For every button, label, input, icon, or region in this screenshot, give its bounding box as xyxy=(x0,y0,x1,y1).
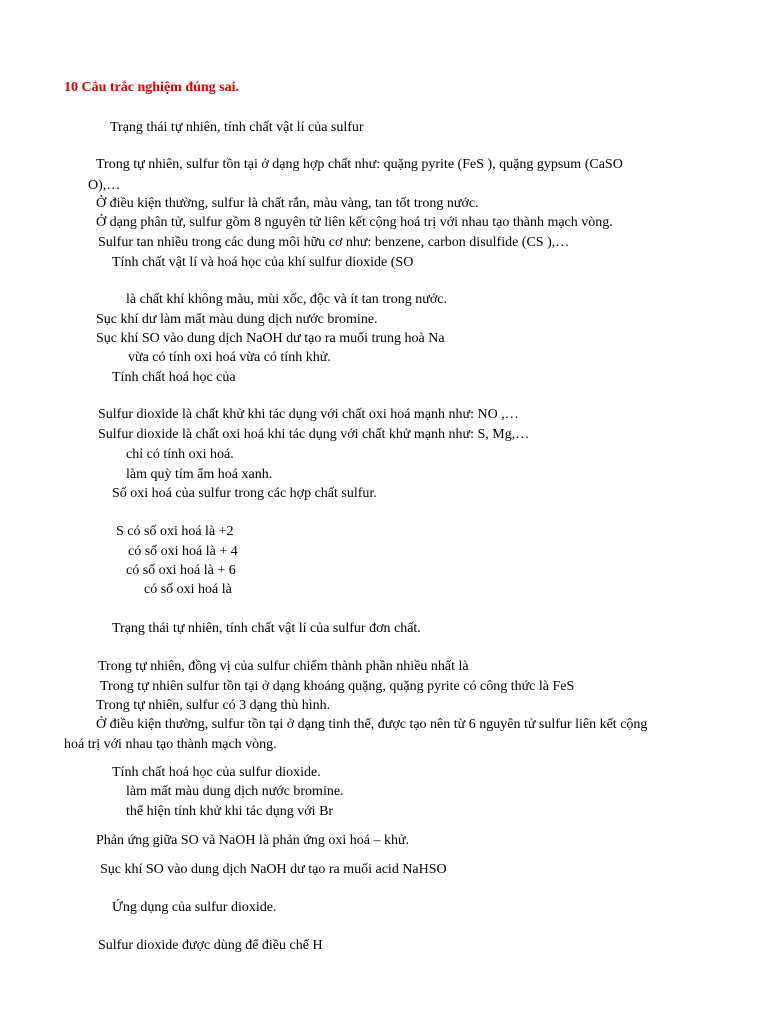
section-heading: Tính chất vật lí và hoá học của khí sulfur dioxide (SO xyxy=(112,255,414,270)
statement-line: Ở dạng phân tử, sulfur gồm 8 nguyên tử liên kết cộng hoá trị với nhau tạo thành mạch vòng. xyxy=(96,215,613,230)
statement-line: là chất khí không màu, mùi xốc, độc và ít tan trong nước. xyxy=(126,292,447,307)
statement-line: làm mất màu dung dịch nước bromine. xyxy=(126,784,344,799)
statement-line: Trong tự nhiên sulfur tồn tại ở dạng khoáng quặng, quặng pyrite có công thức là FeS xyxy=(100,679,575,694)
statement-line-continued: hoá trị với nhau tạo thành mạch vòng. xyxy=(64,737,277,752)
section-heading: Ứng dụng của sulfur dioxide. xyxy=(112,900,277,915)
statement-line: Sulfur dioxide là chất khử khi tác dụng với chất oxi hoá mạnh như: NO ,… xyxy=(98,407,519,422)
section-heading: Trạng thái tự nhiên, tính chất vật lí của sulfur đơn chất. xyxy=(112,621,421,636)
statement-line: chỉ có tính oxi hoá. xyxy=(126,447,234,462)
section-heading: Tính chất hoá học của xyxy=(112,370,236,385)
statement-line: Trong tự nhiên, sulfur có 3 dạng thù hình. xyxy=(96,698,331,713)
statement-line: có số oxi hoá là + 6 xyxy=(126,563,236,578)
statement-line: Sulfur tan nhiều trong các dung môi hữu cơ như: benzene, carbon disulfide (CS ),… xyxy=(98,235,570,250)
statement-line: Trong tự nhiên, sulfur tồn tại ở dạng hợp chất như: quặng pyrite (FeS ), quặng gypsum (CaSO xyxy=(96,157,623,172)
statement-line: có số oxi hoá là + 4 xyxy=(128,544,238,559)
statement-line: thể hiện tính khử khi tác dụng với Br xyxy=(126,804,334,819)
statement-line: có số oxi hoá là xyxy=(144,582,232,597)
document-title: 10 Câu trắc nghiệm đúng sai. xyxy=(64,80,240,95)
statement-line: Sulfur dioxide là chất oxi hoá khi tác dụng với chất khử mạnh như: S, Mg,… xyxy=(98,427,530,442)
section-heading: Trạng thái tự nhiên, tính chất vật lí của sulfur xyxy=(110,120,364,135)
section-heading: Tính chất hoá học của sulfur dioxide. xyxy=(112,765,321,780)
statement-line: làm quỳ tím ẩm hoá xanh. xyxy=(126,467,273,482)
statement-line: Ở điều kiện thường, sulfur là chất rắn, màu vàng, tan tốt trong nước. xyxy=(96,196,479,211)
statement-line: Sục khí SO vào dung dịch NaOH dư tạo ra muối acid NaHSO xyxy=(100,862,447,877)
statement-line: Sục khí dư làm mất màu dung dịch nước bromine. xyxy=(96,312,378,327)
statement-line: Sục khí SO vào dung dịch NaOH dư tạo ra muối trung hoà Na xyxy=(96,331,445,346)
statement-line: Sulfur dioxide được dùng để điều chế H xyxy=(98,938,323,953)
section-heading: Số oxi hoá của sulfur trong các hợp chất sulfur. xyxy=(112,486,377,501)
statement-line: Trong tự nhiên, đồng vị của sulfur chiếm thành phần nhiều nhất là xyxy=(98,659,469,674)
statement-line: Ở điều kiện thường, sulfur tồn tại ở dạng tinh thể, được tạo nên từ 6 nguyên tử sulfur liên kết cộng xyxy=(96,717,648,732)
statement-line: vừa có tính oxi hoá vừa có tính khử. xyxy=(128,350,331,365)
statement-line-continued: O),… xyxy=(88,178,121,193)
statement-line: S có số oxi hoá là +2 xyxy=(116,524,234,539)
statement-line: Phản ứng giữa SO và NaOH là phản ứng oxi hoá – khử. xyxy=(96,833,410,848)
